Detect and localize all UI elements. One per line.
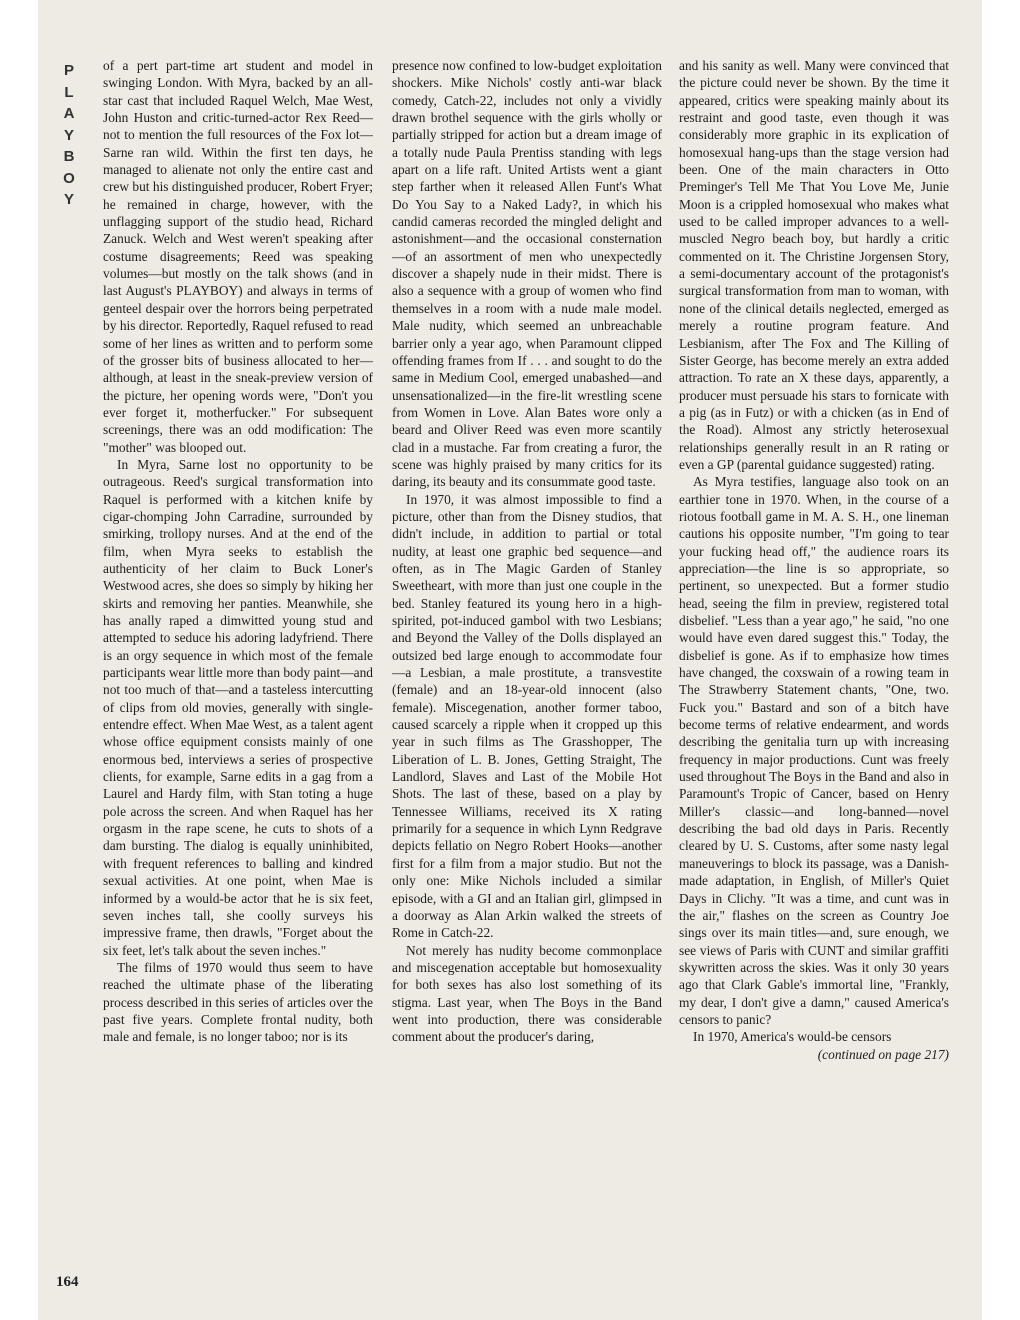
brand-letter: P xyxy=(63,62,74,79)
brand-letter: B xyxy=(63,148,75,165)
brand-letter: O xyxy=(63,169,75,187)
paragraph: As Myra testifies, language also took on an earthier tone in 1970. When, in the course of a riotous football game in M. A. S. H., one lineman cautions his opposite number, "I'm going to tear your fucking head off," the audience roars its appreciation—the line is so appropriate, so pertinent, so unexpected. But a former studio head, seeing the film in preview, registered total disbelief. "Less than a year ago," he said, "no one would have even dared suggest this." Today, the disbelief is gone. As if to emphasize how times have changed, the coxswain of a rowing team in The Strawberry Statement chants, "One, two. Fuck you." Bastard and son of a bitch have become terms of relative endearment, and words describing the genitalia turn up with increasing frequency in major productions. Cunt was freely used throughout The Boys in the Band and also in Paramount's Tropic of Cancer, based on Henry Miller's classic—and long-banned—novel describing the bad old days in Paris. Recently cleared by U. S. Customs, after some nasty legal maneuverings to block its passage, was a Danish-made adaptation, in English, of Miller's Quiet Days in Clichy. "It was a time, and cunt was in the air," flashes on the screen as Country Joe sings over its main titles—and, sure enough, we see views of Paris with CUNT and similar graffiti skywritten across the skies. Was it only 30 years ago that Clark Gable's immortal line, "Frankly, my dear, I don't give a damn," caused America's censors to panic? xyxy=(679,474,949,1027)
paragraph: presence now confined to low-budget exploitation shockers. Mike Nichols' costly anti-war black comedy, Catch-22, includes not only a vividly drawn brothel sequence with the girls wholly or partially stripped for action but a dream image of a totally nude Paula Prentiss standing with legs apart on a life raft. United Artists went a giant step farther when it released Allen Funt's What Do You Say to a Naked Lady?, in which his candid cameras recorded the mingled delight and astonishment—and the occasional consternation—of an assortment of men who unexpectedly discover a shapely nude in their midst. There is also a sequence with a group of women who find themselves in a room with a nude male model. Male nudity, which seemed an unbreachable barrier only a year ago, when Paramount clipped offending frames from If . . . and sought to do the same in Medium Cool, emerged unabashed—and unsensationalized—in the fire-lit wrestling scene from Women in Love. Alan Bates wore only a beard and Oliver Reed was even more scantily clad in a mustache. Far from creating a furor, the scene was highly praised by many critics for its daring, its beauty and its consummate good taste. xyxy=(392,58,662,490)
article-column-1 xyxy=(103,57,373,1287)
paragraph: In 1970, it was almost impossible to find a picture, other than from the Disney studios, that didn't include, in addition to partial or total nudity, at least one graphic bed sequence—and often, as in The Magic Garden of Stanley Sweetheart, with more than just one couple in the bed. Stanley featured its young hero in a high-spirited, pot-induced gambol with two Lesbians; and Beyond the Valley of the Dolls displayed an outsized bed large enough to accommodate four—a Lesbian, a male prostitute, a transvestite (female) and an 18-year-old innocent (also female). Miscegenation, another former taboo, caused scarcely a ripple when it cropped up this year in such films as The Grasshopper, The Liberation of L. B. Jones, Getting Straight, The Landlord, Slaves and Last of the Mobile Hot Shots. The last of these, based on a play by Tennessee Williams, received its X rating primarily for a sequence in which Lynn Redgrave depicts fellatio on Negro Robert Hooks—another first for a film from a major studio. But not the only one: Mike Nichols included a similar episode, with a GI and an Italian girl, glimpsed in a doorway as Alan Arkin walked the streets of Rome in Catch-22. xyxy=(392,491,662,941)
paragraph: Not merely has nudity become commonplace and miscegenation acceptable but homosexuality for both sexes has also lost something of its stigma. Last year, when The Boys in the Band went into production, there was considerable comment about the producer's daring, xyxy=(392,942,662,1045)
continued-note: (continued on page 217) xyxy=(817,1046,949,1062)
paragraph: In 1970, America's would-be censors xyxy=(693,1029,892,1045)
brand-letter: A xyxy=(63,105,75,122)
magazine-brand xyxy=(54,60,84,211)
brand-letter: L xyxy=(64,83,74,101)
brand-letter: Y xyxy=(63,191,74,208)
paragraph: In Myra, Sarne lost no opportunity to be outrageous. Reed's surgical transformation into Raquel is performed with a kitchen knife by cigar-chomping John Carradine, surrounded by smirking, trollopy nurses. And at the end of the film, when Myra seeks to establish the authenticity of her claim to Buck Loner's Westwood acres, she does so simply by hiking her skirts and removing her panties. Meanwhile, she has anally raped a dimwitted young stud and attempted to seduce his adoring ladyfriend. There is an orgy sequence in which most of the female participants wear little more than body paint—and not too much of that—and a tasteless intercutting of clips from old movies, generally with single-entendre effect. When Mae West, as a talent agent whose office equipment consists mainly of one enormous bed, interviews a series of prospective clients, for example, Sarne edits in a gag from a Laurel and Hardy film, with Stan toting a huge pole across the screen. And when Raquel has her orgasm in the rape scene, he cuts to shots of a dam bursting. The dialog is equally uninhibited, with frequent references to balling and kindred sexual activities. At one point, when Mae is informed by a would-be actor that he is six feet, seven inches tall, she coolly surveys his impressive frame, then drawls, "Forget about the six feet, let's talk about the seven inches." xyxy=(103,456,373,958)
paragraph: and his sanity as well. Many were convinced that the picture could never be shown. By the time it appeared, critics were speaking mainly about its restraint and good taste, even though it was considerably more graphic in its explication of homosexual hang-ups than the stage version had been. One of the main characters in Otto Preminger's Tell Me That You Love Me, Junie Moon is a crippled homosexual who makes what used to be called improper advances to a well-muscled Negro beach boy, but hardly a critic commented on it. The Christine Jorgensen Story, a semi-documentary account of the protagonist's surgical transformation from man to woman, with none of the clinical details neglected, emerged as merely a routine program feature. And Lesbianism, after The Fox and The Killing of Sister George, has become merely an extra added attraction. To rate an X these days, apparently, a producer must persuade his stars to fornicate with a pig (as in Futz) or with a chicken (as in End of the Road). Almost any strictly heterosexual relationships generally result in an R rating or even a GP (parental guidance suggested) rating. xyxy=(679,58,949,472)
paragraph: The films of 1970 would thus seem to have reached the ultimate phase of the liberating process described in this series of articles over the past five years. Complete frontal nudity, both male and female, is no longer taboo; nor is its xyxy=(103,959,373,1045)
brand-letter: Y xyxy=(63,126,74,144)
page-number: 164 xyxy=(56,1274,79,1290)
paragraph: of a pert part-time art student and model in swinging London. With Myra, backed by an all-star cast that included Raquel Welch, Mae West, John Huston and critic-turned-actor Rex Reed—not to mention the full resources of the Fox lot—Sarne ran wild. Within the first ten days, he managed to alienate not only the entire cast and crew but his distinguished producer, Robert Fryer; he remained in charge, however, with the unflagging support of the studio head, Richard Zanuck. Welch and West weren't speaking after costume disagreements; Reed was speaking volumes—but mostly on the talk shows (and in last August's PLAYBOY) and always in terms of genteel despair over the horrors being perpetrated by his director. Reportedly, Raquel refused to read some of her lines as written and to perform some of the grosser bits of business allocated to her—although, at least in the sneak-preview version of the picture, her opening words were, "Don't you ever forget it, motherfucker." For subsequent screenings, there was an odd modification: The "mother" was blooped out. xyxy=(103,58,373,455)
article-column-2 xyxy=(392,57,662,1287)
article-column-3 xyxy=(679,57,949,1287)
